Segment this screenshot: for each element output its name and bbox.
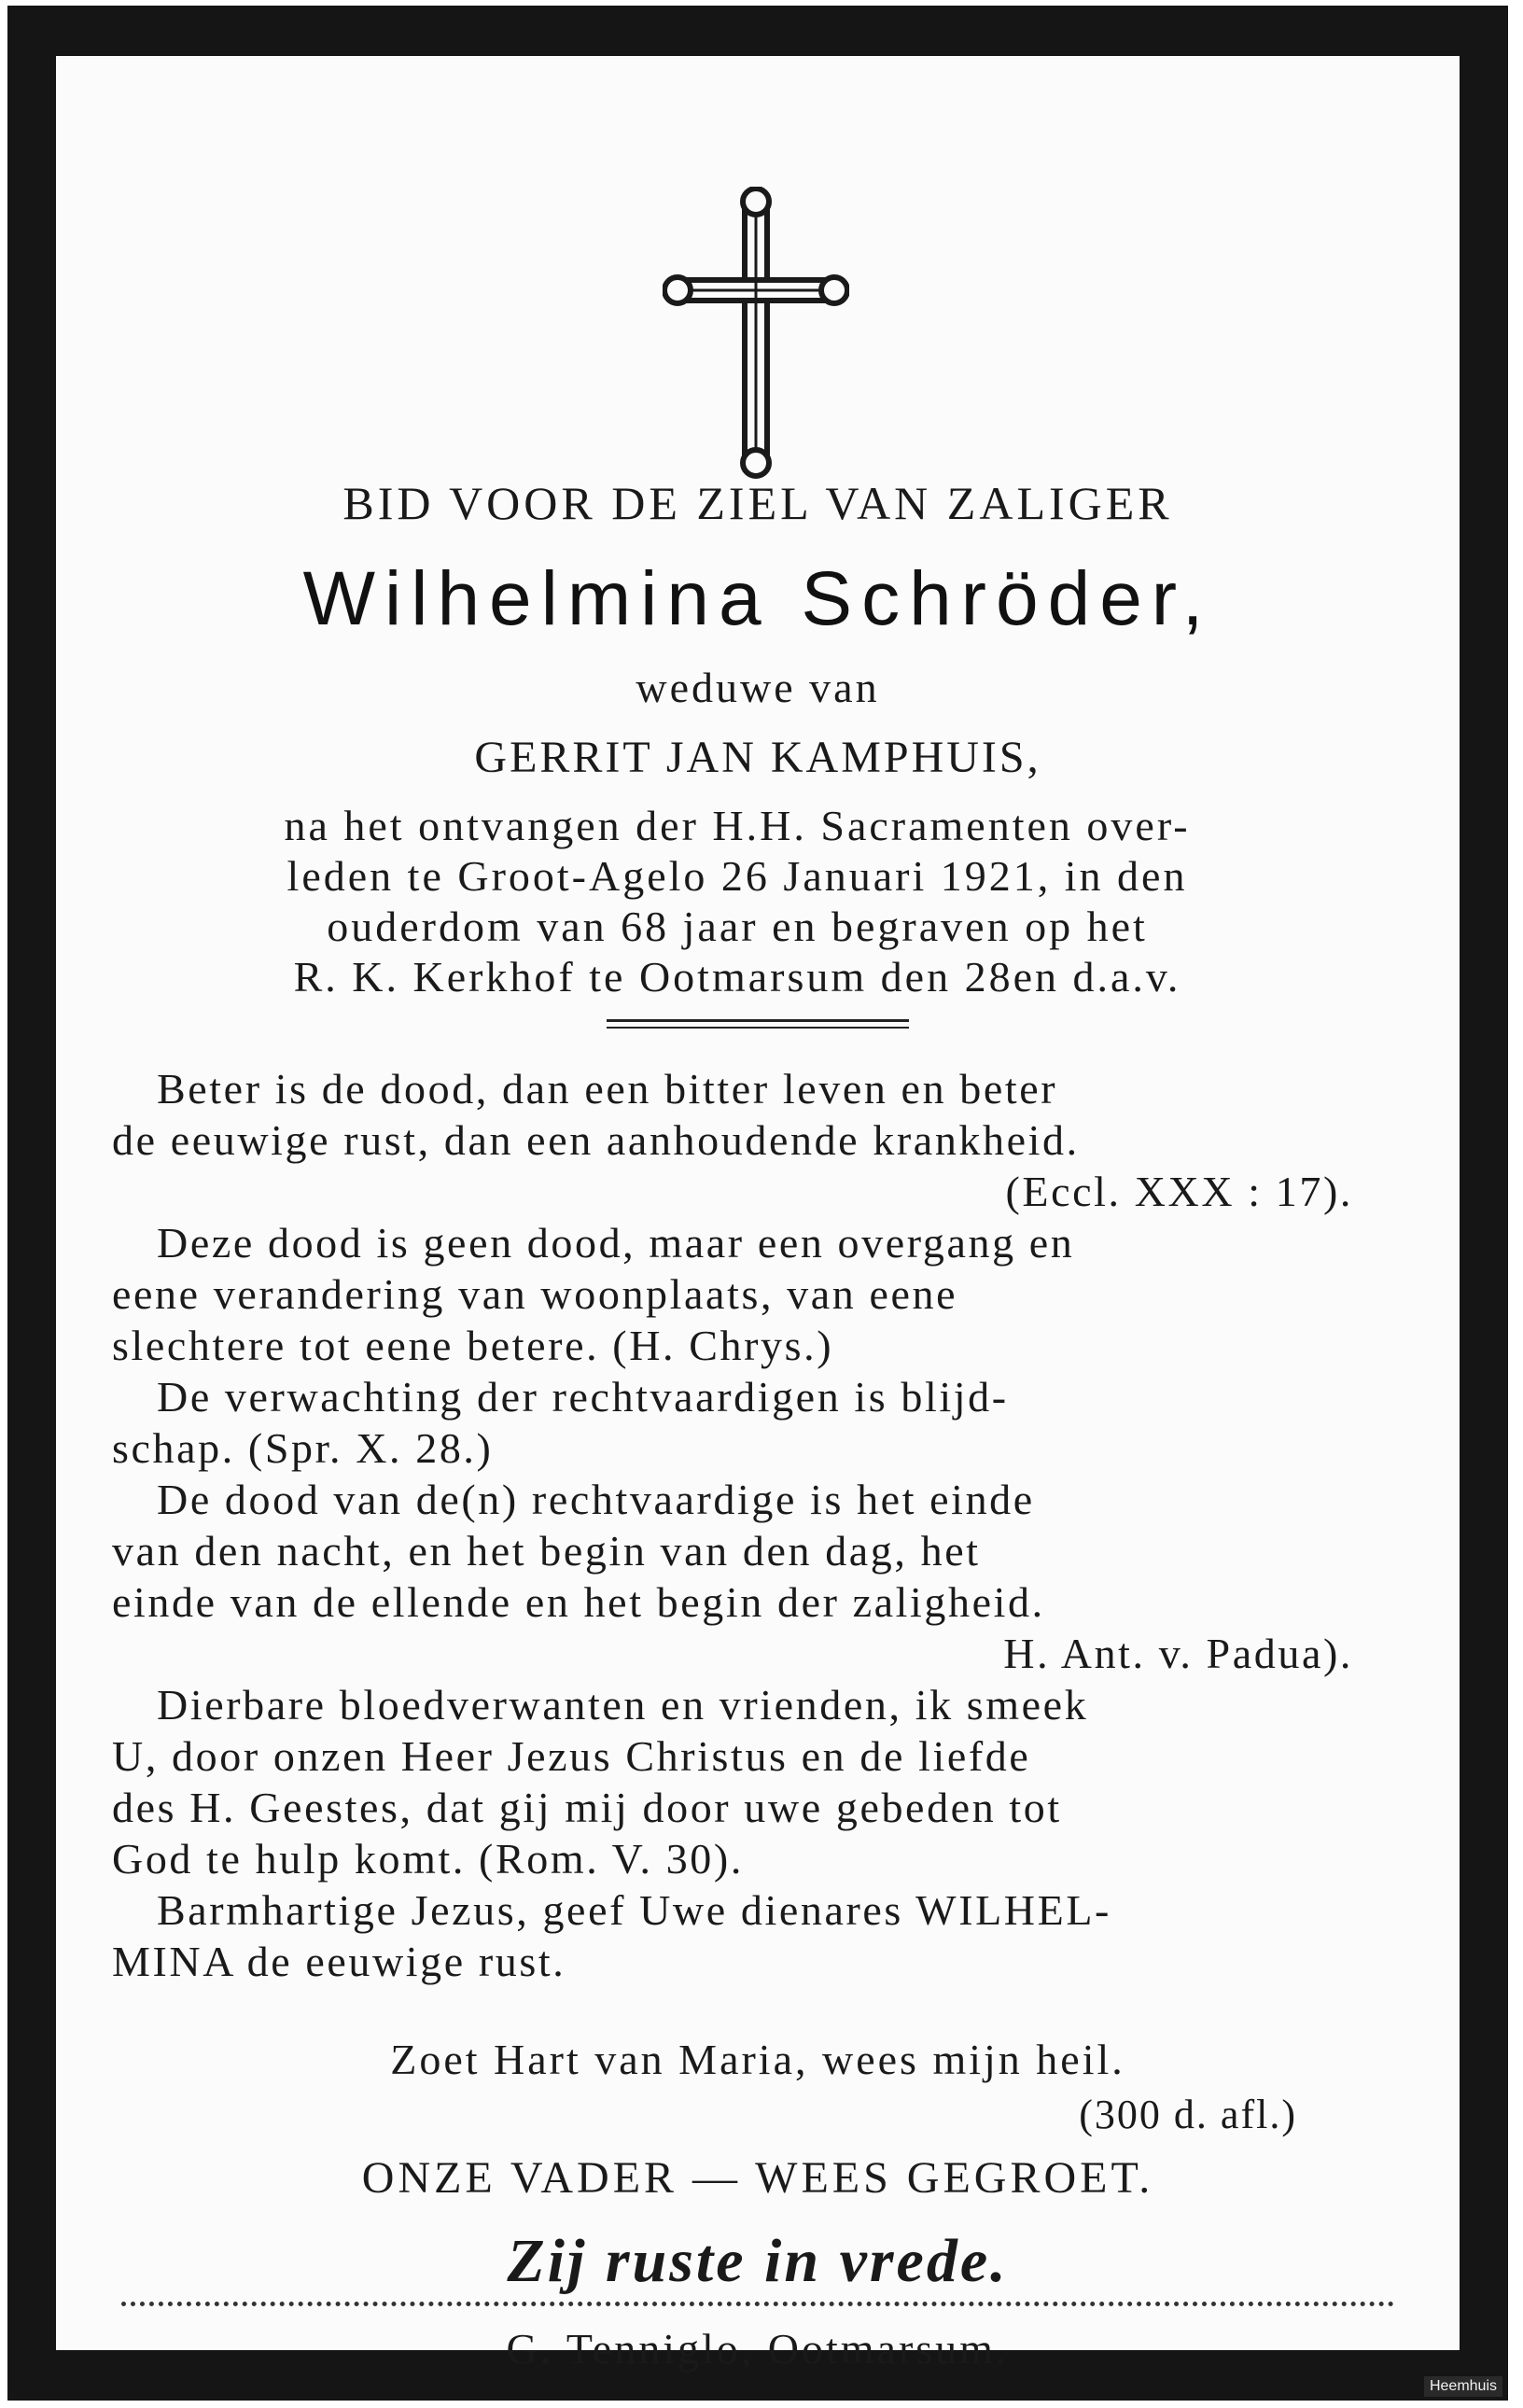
body-line: Deze dood is geen dood, maar een overgang en <box>157 1219 1075 1267</box>
rest-in-peace: Zij ruste in vrede. <box>507 2227 1009 2295</box>
body-line: (Eccl. XXX : 17). <box>1005 1168 1353 1215</box>
body-line: MINA de eeuwige rust. <box>112 1938 566 1985</box>
death-line: R. K. Kerkhof te Ootmarsum den 28en d.a.v. <box>293 953 1181 1001</box>
body-line: God te hulp komt. (Rom. V. 30). <box>112 1835 744 1883</box>
body-line: H. Ant. v. Padua). <box>1003 1630 1353 1677</box>
body-line: van den nacht, en het begin van den dag, het <box>112 1527 981 1575</box>
death-line: na het ontvangen der H.H. Sacramenten over- <box>284 802 1191 849</box>
death-line: leden te Groot-Agelo 26 Januari 1921, in den <box>286 852 1188 900</box>
relation-text: weduwe van <box>636 664 880 711</box>
body-line: eene verandering van woonplaats, van eene <box>112 1270 958 1318</box>
body-line: slechtere tot eene betere. (H. Chrys.) <box>112 1322 834 1369</box>
body-line: Barmhartige Jezus, geef Uwe dienares WILHEL- <box>157 1886 1111 1934</box>
husband-name: GERRIT JAN KAMPHUIS, <box>474 733 1041 782</box>
body-line: schap. (Spr. X. 28.) <box>112 1424 494 1472</box>
body-line: De verwachting der rechtvaardigen is blijd- <box>157 1373 1009 1421</box>
ejaculation-prayer: Zoet Hart van Maria, wees mijn heil. <box>390 2036 1125 2083</box>
body-line: De dood van de(n) rechtvaardige is het einde <box>157 1476 1035 1523</box>
deceased-name: Wilhelmina Schröder, <box>302 556 1213 641</box>
mourning-border <box>7 6 1508 2401</box>
body-line: Dierbare bloedverwanten en vrienden, ik smeek <box>157 1681 1089 1729</box>
indulgence-note: (300 d. afl.) <box>1079 2092 1297 2137</box>
prayer-request: ONZE VADER — WEES GEGROET. <box>361 2153 1154 2203</box>
body-line: U, door onzen Heer Jezus Christus en de liefde <box>112 1732 1031 1780</box>
body-line: einde van de ellende en het begin der zaligheid. <box>112 1578 1045 1626</box>
printer-credit: G. Tenniglo, Ootmarsum. <box>506 2325 1010 2373</box>
divider <box>607 1027 909 1029</box>
card-header: BID VOOR DE ZIEL VAN ZALIGER <box>342 477 1173 529</box>
watermark-logo: Heemhuis <box>1424 2376 1502 2397</box>
body-line: Beter is de dood, dan een bitter leven en beter <box>157 1065 1058 1113</box>
body-line: de eeuwige rust, dan een aanhoudende krankheid. <box>112 1116 1080 1164</box>
body-line: des H. Geestes, dat gij mij door uwe gebeden tot <box>112 1784 1062 1831</box>
prayer-card <box>56 56 1460 2373</box>
scripture-text <box>112 1064 1409 1988</box>
death-line: ouderdom van 68 jaar en begraven op het <box>327 903 1148 950</box>
divider <box>607 1019 909 1022</box>
dotted-divider <box>121 2302 1394 2306</box>
cross-icon <box>663 187 849 485</box>
death-details <box>93 801 1381 1002</box>
